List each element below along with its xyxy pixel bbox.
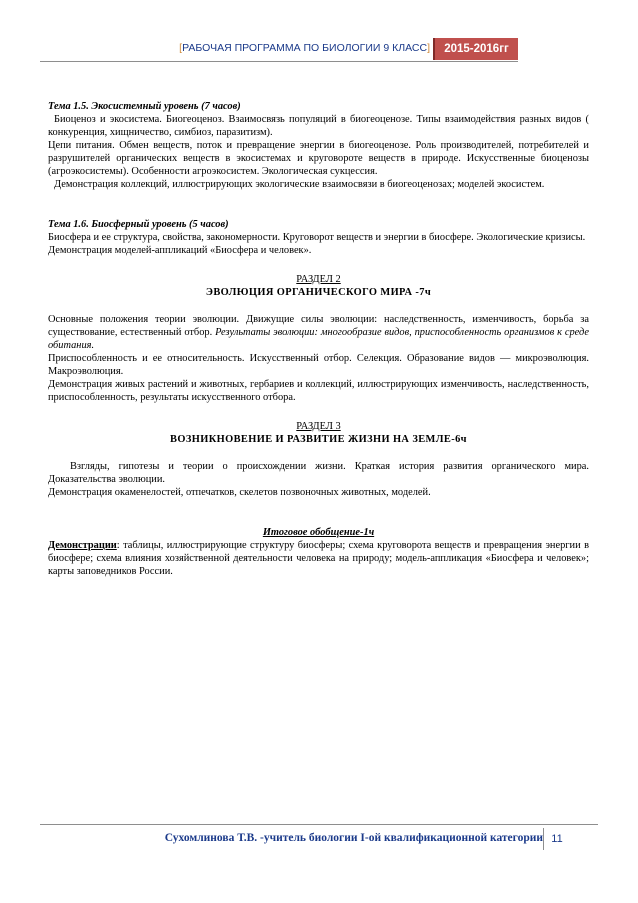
running-header-title: [148, 42, 430, 58]
topic-1-6-title: Тема 1.6. Биосферный уровень (5 часов): [48, 219, 229, 230]
section-2-paragraph-3: Демонстрация живых растений и животных, гербариев и коллекций, иллюстрирующих изменчивость, наследственность, приспособленность, результаты искусственного отбора.: [48, 379, 589, 403]
topic-1-5-paragraph-1: Биоценоз и экосистема. Биогеоценоз. Взаимосвязь популяций в биогеоценозе. Типы взаимодействия разных видов ( конкуренция, хищничество, симбиоз, паразитизм).: [48, 114, 589, 138]
summary-title: Итоговое обобщение-1ч: [262, 527, 375, 538]
section-3-number: РАЗДЕЛ 3: [296, 421, 341, 432]
section-2-number: РАЗДЕЛ 2: [296, 274, 341, 285]
topic-1-6-paragraph-1: Биосфера и ее структура, свойства, закономерности. Круговорот веществ и энергии в биосфере. Экологические кризисы.: [48, 232, 586, 243]
section-3-title: ВОЗНИКНОВЕНИЕ И РАЗВИТИЕ ЖИЗНИ НА ЗЕМЛЕ-6ч: [170, 434, 467, 445]
page-content: [48, 100, 589, 578]
topic-1-5-title: Тема 1.5. Экосистемный уровень (7 часов): [48, 101, 241, 112]
section-2-title: ЭВОЛЮЦИЯ ОРГАНИЧЕСКОГО МИРА -7ч: [205, 287, 432, 298]
header-bracket-open: [: [179, 42, 183, 54]
section-2-paragraph-1-italic: Результаты эволюции: многообразие видов, приспособленность организмов к среде обитания.: [48, 327, 589, 351]
topic-1-5-paragraph-3: Демонстрация коллекций, иллюстрирующих экологические взаимосвязи в биогеоценозах; моделей экосистем.: [54, 179, 545, 190]
header-title-text: РАБОЧАЯ ПРОГРАММА ПО БИОЛОГИИ 9 КЛАСС: [182, 42, 428, 54]
section-2-paragraph-1-plain: Основные положения теории эволюции. Движущие силы эволюции: наследственность, изменчивость, борьба за существование, естественный отбор.: [48, 314, 589, 338]
footer-rule: [40, 824, 598, 825]
summary-demo-label: Демонстрации: [48, 540, 117, 551]
header-bracket-close: ]: [427, 42, 430, 54]
section-3-paragraph-1: Взгляды, гипотезы и теории о происхождении жизни. Краткая история развития органического мира. Доказательства эволюции.: [48, 461, 589, 485]
section-2-paragraph-2: Приспособленность и ее относительность. Искусственный отбор. Селекция. Образование видов — микроэволюция. Макроэволюция.: [48, 353, 589, 377]
footer-author: Сухомлинова Т.В. -учитель биологии I-ой квалификационной категории: [164, 832, 543, 844]
section-3-paragraph-2: Демонстрация окаменелостей, отпечатков, скелетов позвоночных животных, моделей.: [48, 487, 431, 498]
summary-demo-text: : таблицы, иллюстрирующие структуру биосферы; схема круговорота веществ и превращения энергии в биосфере; схема влияния хозяйственной деятельности человека на природу; модель-аппликация «Биосфера и человек»; карты заповедников России.: [48, 540, 589, 577]
page-number: 11: [543, 828, 570, 850]
header-rule: [40, 61, 518, 62]
topic-1-5-paragraph-2: Цепи питания. Обмен веществ, поток и превращение энергии в биогеоценозе. Роль производителей, потребителей и разрушителей органических веществ в экосистемах и круговороте веществ в природе. Искусственные биоценозы (агроэкосистемы). Особенности агроэкосистем. Экологическая сукцессия.: [48, 140, 589, 177]
topic-1-6-paragraph-2: Демонстрация моделей-аппликаций «Биосфера и человек».: [48, 245, 312, 256]
summary-demonstrations: [48, 539, 589, 578]
section-2-paragraph-1: [48, 313, 589, 352]
header-year-badge: 2015-2016гг: [433, 38, 518, 60]
